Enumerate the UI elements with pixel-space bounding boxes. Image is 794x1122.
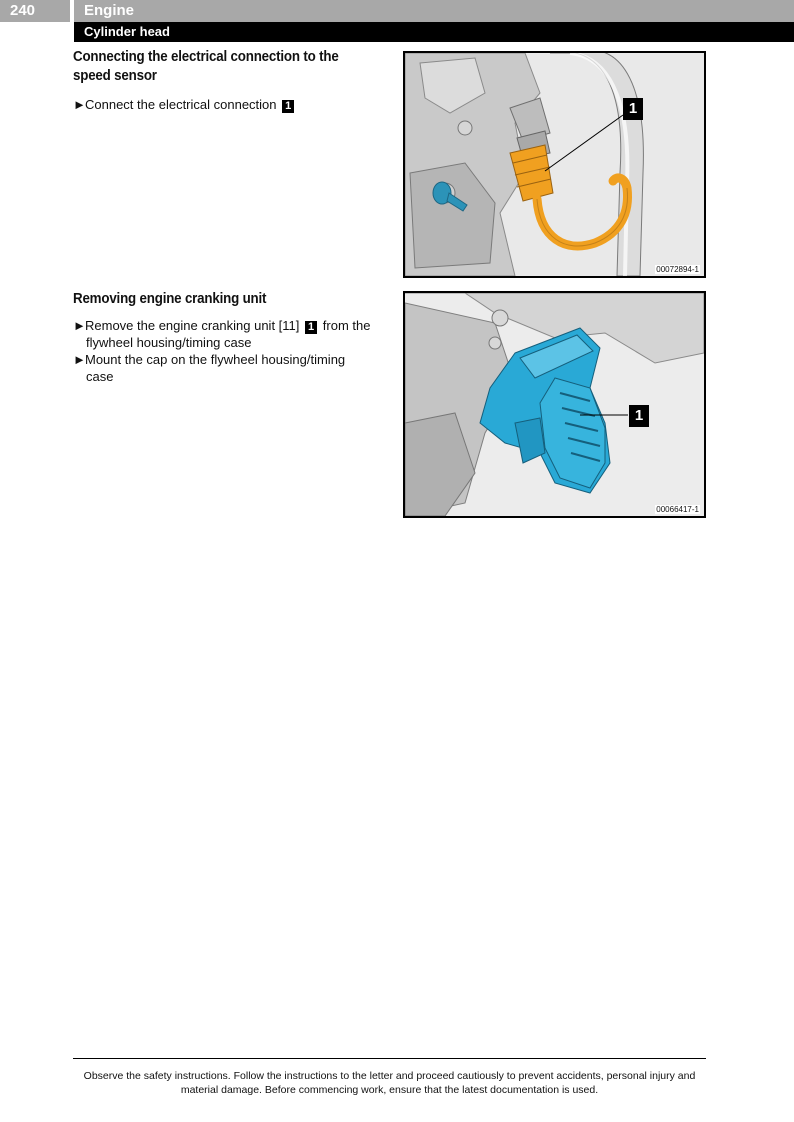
subheader-bar xyxy=(74,22,794,42)
section-heading-speed-sensor xyxy=(73,48,349,86)
section-title: Cylinder head xyxy=(84,24,170,39)
arrow-icon: ► xyxy=(73,352,86,367)
page-number: 240 xyxy=(10,2,36,19)
speed-sensor-illustration xyxy=(405,53,704,276)
step-text: Mount the cap on the flywheel housing/timing xyxy=(85,352,346,367)
cranking-unit-figure xyxy=(403,291,706,518)
step-text-continued: case xyxy=(86,369,114,384)
heading-line: Connecting the electrical connection to the xyxy=(73,49,339,65)
instruction-step xyxy=(73,96,388,113)
figure-code: 00066417-1 xyxy=(656,505,699,514)
arrow-icon: ► xyxy=(73,97,86,112)
arrow-icon: ► xyxy=(73,318,86,333)
step-text: from the xyxy=(322,318,371,333)
callout-badge: 1 xyxy=(305,321,317,334)
chapter-title: Engine xyxy=(84,2,135,19)
figure-callout-label: 1 xyxy=(629,405,649,427)
safety-footer xyxy=(73,1069,706,1097)
step-text-continued: flywheel housing/timing case xyxy=(86,335,252,350)
speed-sensor-figure xyxy=(403,51,706,278)
heading-line: speed sensor xyxy=(73,68,157,84)
footer-line: Observe the safety instructions. Follow the instructions to the letter and proceed cautiously to prevent accidents, personal injury and xyxy=(83,1070,696,1082)
header-divider xyxy=(70,0,74,42)
figure-callout-label: 1 xyxy=(623,98,643,120)
cranking-unit-illustration xyxy=(405,293,704,516)
callout-badge: 1 xyxy=(282,100,294,113)
step-text: Connect the electrical connection xyxy=(85,97,277,112)
instruction-step xyxy=(73,351,388,385)
step-text: Remove the engine cranking unit [11] xyxy=(85,318,300,333)
footer-line: material damage. Before commencing work, ensure that the latest documentation is used. xyxy=(180,1084,599,1096)
section-heading-cranking-unit: Removing engine cranking unit xyxy=(73,291,267,307)
figure-code: 00072894-1 xyxy=(656,265,699,274)
footer-rule xyxy=(73,1058,706,1059)
instruction-step xyxy=(73,317,388,351)
